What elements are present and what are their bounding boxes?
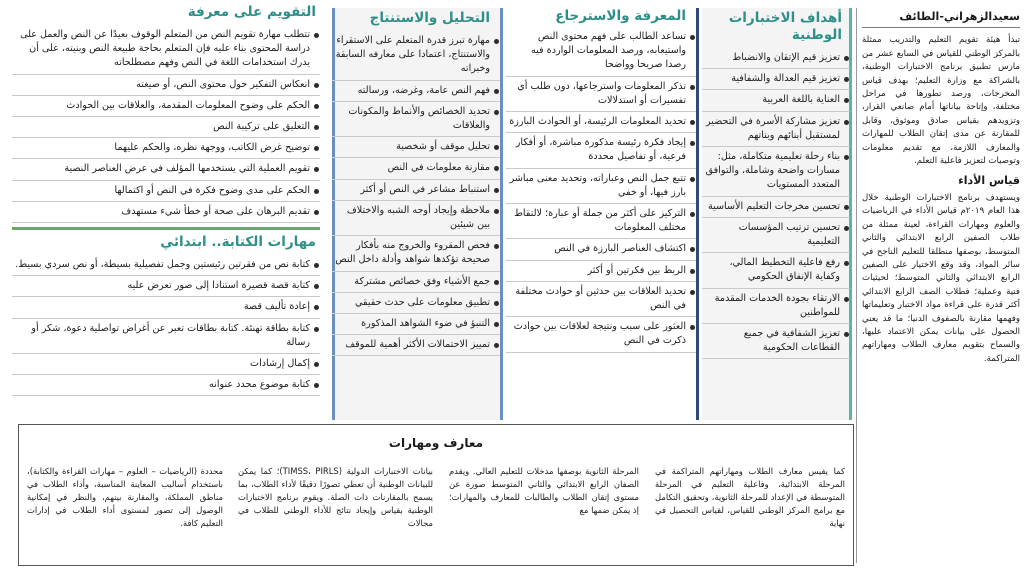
evaluation-item: تقديم البرهان على صحة أو خطأ شيء مستهدف (12, 202, 320, 223)
column-divider (856, 8, 857, 563)
knowledge-accent-bar (696, 8, 699, 420)
writing-title: مهارات الكتابة.. ابتدائي (160, 234, 316, 251)
knowledge-title: المعرفة والاسترجاع (555, 8, 686, 24)
knowledge-item: إيجاد فكرة رئيسة مذكورة مباشرة، أو أفكار فرعية، أو تفاصيل محددة (506, 133, 696, 168)
goals-title: أهداف الاختبارات الوطنية (728, 10, 842, 43)
analysis-item: فهم النص عامة، وغرضه، ورسالته (332, 81, 500, 102)
evaluation-list (12, 25, 320, 223)
analysis-item: مهارة تبرز قدرة المتعلم على الاستقراء والاستنتاج، اعتمادا على معارفه السابقة وخبراته (332, 31, 500, 81)
evaluation-item: تتطلب مهارة تقويم النص من المتعلم الوقوف بعيدًا عن النص والعمل على دراسة المحتوى بناء عليه فإن المتعلم بحاجة طبيعة النص وبنيته، على أن يدرك استخدامات اللغة في النص وفهم مصطلحاته (12, 25, 320, 75)
goals-item: تعزيز قيم الإتقان والانضباط (702, 48, 850, 69)
knowledge-item: العثور على سبب ونتيجة لعلاقات بين حوادث ذكرت في النص (506, 317, 696, 352)
analysis-item: تحليل موقف أو شخصية (332, 137, 500, 158)
knowledge-item: الربط بين فكرتين أو أكثر (506, 261, 696, 282)
analysis-item: التنبؤ في ضوء الشواهد المذكورة (332, 314, 500, 335)
evaluation-item: الحكم على وضوح المعلومات المقدمة، والعلاقات بين الحوادث (12, 96, 320, 117)
knowledge-item: تتبع جمل النص وعباراته، وتحديد معنى مباشر بارز فيها، أو خفي (506, 169, 696, 204)
skills-box-title: معارف ومهارات (388, 436, 484, 450)
analysis-item: استنباط مشاعر في النص أو أكثر (332, 180, 500, 201)
evaluation-column (12, 4, 320, 420)
goals-item: تعزيز قيم العدالة والشفافية (702, 69, 850, 90)
knowledge-list (506, 27, 696, 353)
article-intro: تبدأ هيئة تقويم التعليم والتدريب ممثلة بالمركز الوطني للقياس في السابع عشر من مارس تطبيق برنامج الاختبارات الوطنية، بالشراكة مع وزارة التعليم؛ بهدف قياس المخرجات، ورصد تطورها في مراحل مختلفة، وإتاحة بياناتها أمام صانعي القرار، وتزويدهم بقياس صادق وموثوق، وقابل للمقارنة عن مدى إتقان الطلاب للمهارات والمعارف اللازمة، مع تقديم معلومات وتوصيات لتعزيز فاعلية التعلم. (862, 35, 1020, 167)
knowledge-item: اكتشاف العناصر البارزة في النص (506, 239, 696, 260)
writing-divider (12, 227, 320, 230)
evaluation-item: تقويم العملية التي يستخدمها المؤلف في عرض العناصر النصية (12, 159, 320, 180)
analysis-item: تطبيق معلومات على حدث حقيقي (332, 293, 500, 314)
skills-paragraph-2: المرحلة الثانوية بوصفها مدخلات للتعليم العالي. ويقدم الصفان الرابع الابتدائي والثاني المتوسط صورة عن مستوى إتقان الطلاب والطالبات للمعارف والمهارات؛ إذ يمكن ضمها مع (449, 466, 639, 515)
goals-item: تعزيز الشفافية في جميع القطاعات الحكومية (702, 324, 850, 359)
evaluation-item: التعليق على تركيبة النص (12, 117, 320, 138)
analysis-item: تحديد الخصائص والأنماط والمكونات والعلاقات (332, 102, 500, 137)
writing-item: إكمال إرشادات (12, 354, 320, 375)
evaluation-item: الحكم على مدى وضوح فكرة في النص أو اكتمالها (12, 181, 320, 202)
section-title: قياس الأداء (958, 174, 1020, 188)
goals-item: تعزيز مشاركة الأسرة في التحضير لمستقبل أبنائهم وبناتهم (702, 112, 850, 147)
goals-item: الارتقاء بجودة الخدمات المقدمة للمواطنين (702, 289, 850, 324)
evaluation-item: انعكاس التفكير حول محتوى النص، أو صيغته (12, 75, 320, 96)
analysis-column (332, 8, 500, 420)
analysis-item: مقارنة معلومات في النص (332, 158, 500, 179)
goals-item: تحسين ترتيب المؤسسات التعليمية (702, 218, 850, 253)
writing-item: كتابة بطاقة تهنئة. كتابة بطاقات تعبر عن أغراض تواصلية دعوة، شكر أو رسالة (12, 319, 320, 354)
goals-column (702, 8, 850, 420)
goals-item: العناية باللغة العربية (702, 90, 850, 111)
writing-list (12, 255, 320, 396)
knowledge-item: تحديد العلاقات بين حدثين أو حوادث مختلفة في النص (506, 282, 696, 317)
evaluation-item: توضيح غرض الكاتب، ووجهة نظره، والحكم عليهما (12, 138, 320, 159)
analysis-title: التحليل والاستنتاج (369, 10, 490, 26)
knowledge-item: تحديد المعلومات الرئيسة، أو الحوادث البارزة (506, 112, 696, 133)
knowledge-column (506, 8, 696, 420)
analysis-accent-bar (500, 8, 503, 420)
goals-item: تحسين مخرجات التعليم الأساسية (702, 197, 850, 218)
byline-divider (862, 27, 1020, 28)
article-column (862, 0, 1020, 569)
knowledge-item: تذكر المعلومات واسترجاعها، دون طلب أي تفسيرات أو استدلالات (506, 77, 696, 112)
analysis-item: فحص المقروء والخروج منه بأفكار صحيحة تؤكدها شواهد وأدلة داخل النص (332, 236, 500, 271)
goals-item: بناء رحلة تعليمية متكاملة، مثل: مسارات واضحة وشاملة، والتوافق المتعدد المستويات (702, 147, 850, 197)
goals-item: رفع فاعلية التخطيط المالي، وكفاية الإنفاق الحكومي (702, 253, 850, 288)
skills-box (18, 424, 854, 566)
skills-paragraph-4: محددة (الرياضيات – العلوم – مهارات القراءة والكتابة)، باستخدام أساليب المعاينة المناسبة، وأداء الطلاب في مناطق المملكة، والمقارنة بينهم، والنظر في إمكانية الوصول إلى تصور لمستوى أداء الطلاب في إدارات التعليم كافة. (27, 466, 223, 528)
byline: سعيدالزهراني-الطائف (899, 10, 1020, 23)
analysis-item: جمع الأشياء وفق خصائص مشتركة (332, 272, 500, 293)
skills-paragraph-1: كما يقيس معارف الطلاب ومهاراتهم المتراكمة في المرحلة الابتدائية، وفاعلية التعليم في المرحلة المتوسطة في الإعداد للمرحلة الثانوية، وتحقيق التكامل مع برامج المركز الوطني للقياس، لقياس التحصيل في نهاية (655, 466, 845, 528)
section-body: ويستهدف برنامج الاختبارات الوطنية خلال هذا العام ٢٠١٩م قياس الأداء في الرياضيات والعلوم ومهارات القراءة، لعينة ممثلة من طلاب الصفين الرابع الابتدائي والثاني المتوسط، بوصفها منطلقا للتعليم الناجح في سائر المواد، وقد وقع الاختيار على الصفين الرابع الابتدائي والثاني المتوسط؛ لحيثيات فنية وعملية؛ فطلاب الصف الرابع الابتدائي أكثر قدرة على قراءة مواد الاختبار وتعليماتها وفهمها مقارنة بالصفوف الدنيا؛ ما قد يعني الحصول على بيانات يمكن الاعتماد عليها، والسماح بتقويم معارف الطلاب ومهاراتهم المتراكمة. (862, 192, 1020, 364)
analysis-item: ملاحظة وإيجاد أوجه الشبه والاختلاف بين شيئين (332, 201, 500, 236)
writing-item: كتابة نص من فقرتين رئيستين وجمل تفصيلية بسيطة، أو نص سردي بسيط. (12, 255, 320, 276)
writing-item: كتابة قصة قصيرة استنادا إلى صور تعرض عليه (12, 276, 320, 297)
analysis-list (332, 31, 500, 356)
goals-list (702, 48, 850, 359)
writing-item: كتابة موضوع محدد عنوانه (12, 375, 320, 396)
evaluation-title: التقويم على معرفة (187, 4, 316, 20)
knowledge-item: التركيز على أكثر من جملة أو عبارة؛ لالتقاط مختلف المعلومات (506, 204, 696, 239)
knowledge-item: تساعد الطالب على فهم محتوى النص واستيعابه، ورصد المعلومات الواردة فيه رصدا صريحا وواضحا (506, 27, 696, 77)
analysis-item: تمييز الاحتمالات الأكثر أهمية للموقف (332, 335, 500, 356)
skills-paragraph-3: بيانات الاختبارات الدولية (TIMSS، PIRLS)؛ كما يمكن للبيانات الوطنية أن تعطي تصورًا دقيقًا لأداء الطلاب، بما يسمح بالمقارنات ذات الصلة. ويقوم برنامج الاختبارات الوطنية بقياس وإيجاد نتائج للأداء الوطني للطلاب في مجالات (238, 466, 433, 528)
writing-item: إعادة تأليف قصة (12, 297, 320, 318)
